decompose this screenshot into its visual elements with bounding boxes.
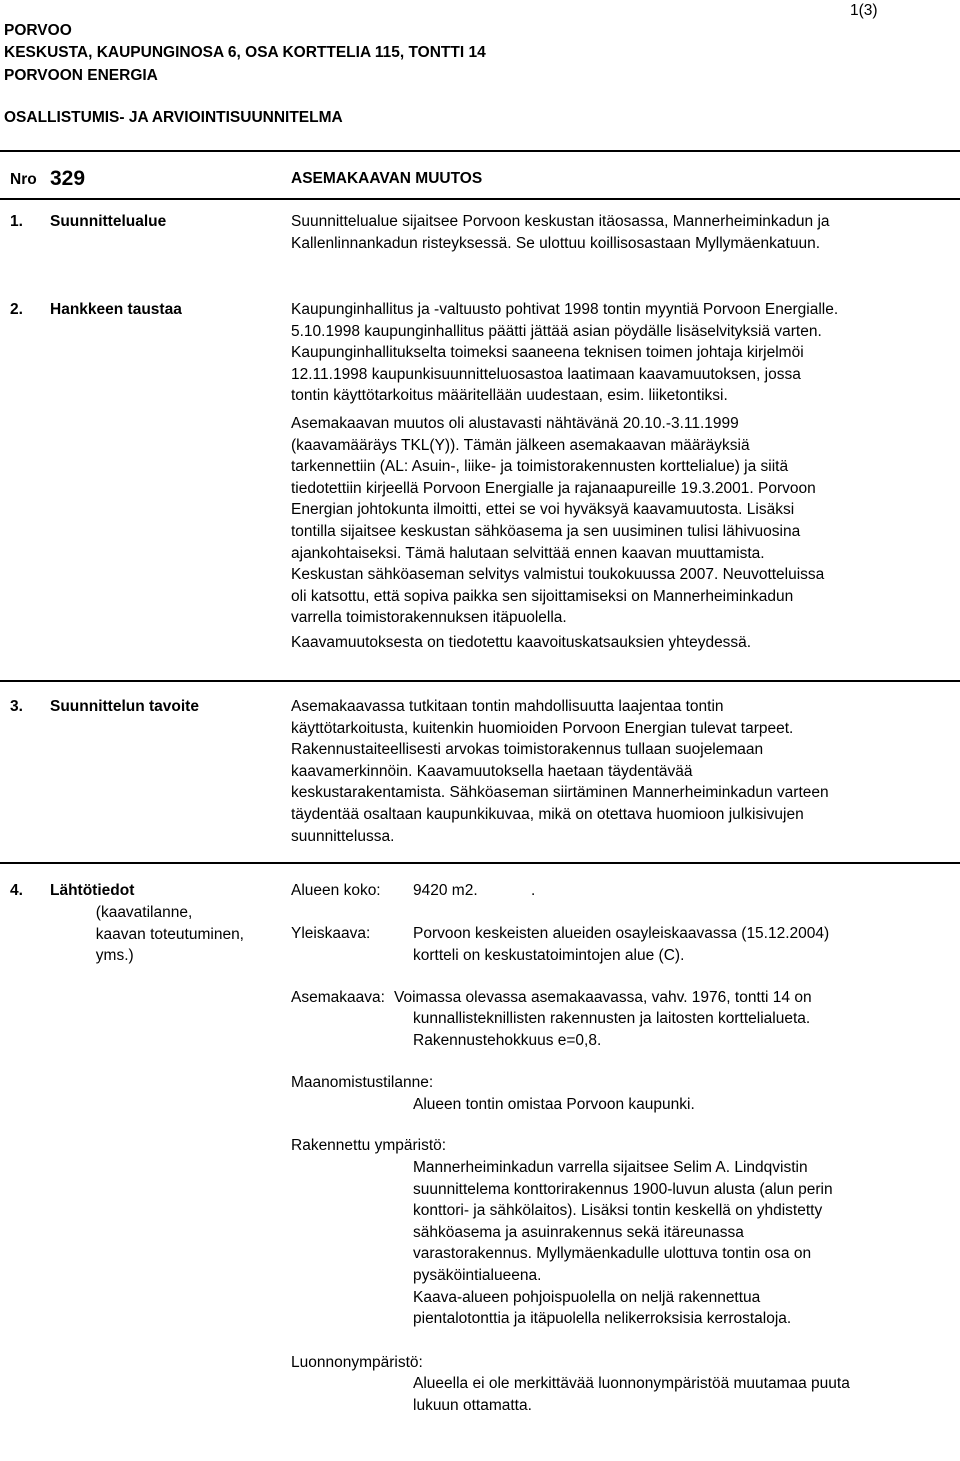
- asemakaava-text: [413, 1008, 810, 1051]
- text-line: Porvoon keskeisten alueiden osayleiskaavassa (15.12.2004): [413, 925, 830, 942]
- text-line: lukuun ottamatta.: [413, 1396, 532, 1414]
- document-title: OSALLISTUMIS- JA ARVIOINTISUUNNITELMA: [4, 109, 343, 126]
- divider-section-2: [0, 680, 960, 682]
- text-line: Kaupunginhallitukselta toimeksi saaneena teknisen toimen johtaja kirjelmöi: [291, 344, 804, 362]
- text-line: Asemakaavan muutos oli alustavasti nähtävänä 20.10.-3.11.1999: [291, 415, 739, 432]
- header-line-3: PORVOON ENERGIA: [4, 67, 158, 84]
- section-2-number: 2.: [10, 301, 23, 318]
- page-number: 1(3): [850, 2, 878, 19]
- section-1-title: Suunnittelualue: [50, 213, 167, 230]
- text-line: kortteli on keskustatoimintojen alue (C).: [413, 946, 685, 964]
- luonnonymparisto-label: Luonnonympäristö:: [291, 1354, 423, 1371]
- text-line: Kallenlinnankadun risteyksessä. Se ulottuu koillisosastaan Myllymäenkatuun.: [291, 234, 821, 252]
- text-line: tontin käyttötarkoitus määritellään uudestaan, esim. liiketontiksi.: [291, 387, 728, 405]
- text-line: ajankohtaiseksi. Tämä halutaan selvittää ennen kaavan muuttamista.: [291, 544, 765, 562]
- nro-heading: ASEMAKAAVAN MUUTOS: [291, 170, 483, 187]
- section-2-title: Hankkeen taustaa: [50, 301, 182, 318]
- area-dot: .: [531, 882, 536, 899]
- text-line: pysäköintialueena.: [413, 1266, 542, 1284]
- section-2-para-1: [291, 299, 838, 407]
- text-line: pientalotonttia ja itäpuolella nelikerroksisia kerrostaloja.: [413, 1310, 792, 1328]
- section-3-text: [291, 696, 829, 847]
- subtitle-line: yms.): [95, 947, 134, 965]
- text-line: oli katsottu, että sopiva paikka sen sijoittamiseksi on Mannerheiminkadun: [291, 587, 794, 605]
- subtitle-line: kaavan toteutuminen,: [95, 925, 244, 943]
- yleiskaava-label: Yleiskaava:: [291, 925, 371, 942]
- asemakaava-label: Asemakaava:: [291, 989, 385, 1006]
- header-line-2: KESKUSTA, KAUPUNGINOSA 6, OSA KORTTELIA 115, TONTTI 14: [4, 44, 486, 61]
- nro-label: Nro: [10, 171, 37, 188]
- section-4-number: 4.: [10, 882, 23, 899]
- text-line: konttori- ja sähkölaitos). Lisäksi tontin keskellä on yhdistetty: [413, 1202, 823, 1220]
- text-line: kaavamerkinnöin. Kaavamuutoksella haetaan täydentävää: [291, 762, 693, 780]
- maanomistus-text: Alueen tontin omistaa Porvoon kaupunki.: [413, 1096, 695, 1113]
- section-4-subtitle: [96, 902, 244, 967]
- text-line: suunnittelema konttorirakennus 1900-luvun alusta (alun perin: [413, 1180, 833, 1198]
- text-line: varastorakennus. Myllymäenkadulle ulottuva tontin osa on: [413, 1245, 812, 1263]
- text-line: Asemakaavassa tutkitaan tontin mahdollisuutta laajentaa tontin: [291, 698, 724, 715]
- section-1-number: 1.: [10, 213, 23, 230]
- subtitle-line: (kaavatilanne,: [95, 904, 193, 921]
- text-line: tiedotettiin kirjeellä Porvoon Energialle ja rajanaapureille 19.3.2001. Porvoon: [291, 479, 816, 497]
- text-line: tarkennettiin (AL: Asuin-, liike- ja toimistorakennusten korttelialue) ja siitä: [291, 458, 789, 476]
- area-value: 9420 m2.: [413, 882, 478, 899]
- text-line: Mannerheiminkadun varrella sijaitsee Selim A. Lindqvistin: [413, 1159, 808, 1176]
- text-line: Rakennustehokkuus e=0,8.: [413, 1031, 602, 1049]
- section-4-title: Lähtötiedot: [50, 882, 135, 899]
- section-3-title: Suunnittelun tavoite: [50, 698, 199, 715]
- text-line: täydentää osaltaan kaupunkikuvaa, mikä on otettava huomioon julkisivujen: [291, 805, 804, 823]
- text-line: kunnallisteknillisten rakennusten ja laitosten korttelialueta.: [413, 1010, 811, 1027]
- divider-top: [0, 150, 960, 152]
- text-line: 5.10.1998 kaupunginhallitus päätti jättää asian pöydälle lisäselvityksiä varten.: [291, 322, 822, 340]
- header-line-1: PORVOO: [4, 22, 72, 39]
- text-line: (kaavamääräys TKL(Y)). Tämän jälkeen asemakaavan määräyksiä: [291, 436, 750, 454]
- text-line: suunnittelussa.: [291, 827, 395, 845]
- text-line: Energian johtokunta ilmoitti, ettei se voi hyväksyä kaavamuutosta. Lisäksi: [291, 501, 795, 519]
- text-line: sähköasema ja asuinrakennus sekä itäreunassa: [413, 1223, 744, 1241]
- text-line: varrella toimistorakennuksen itäpuolella.: [291, 609, 567, 627]
- yleiskaava-text: [413, 923, 829, 966]
- text-line: 12.11.1998 kaupunkisuunnitteluosastoa laatimaan kaavamuutoksen, jossa: [291, 365, 801, 383]
- maanomistus-label: Maanomistustilanne:: [291, 1074, 434, 1091]
- luonnonymparisto-text: [413, 1373, 850, 1416]
- section-3-number: 3.: [10, 698, 23, 715]
- text-line: Rakennustaiteellisesti arvokas toimistorakennus tullaan suojelemaan: [291, 741, 764, 759]
- text-line: tontilla sijaitsee keskustan sähköasema ja sen uusiminen tulisi lähivuosina: [291, 522, 801, 540]
- divider-nro: [0, 198, 960, 200]
- asemakaava-first-line: Voimassa olevassa asemakaavassa, vahv. 1976, tontti 14 on: [394, 989, 812, 1006]
- text-line: käyttötarkoitusta, kuitenkin huomioiden Porvoon Energian tulevat tarpeet.: [291, 719, 794, 737]
- text-line: Alueella ei ole merkittävää luonnonympäristöä muutamaa puuta: [413, 1375, 850, 1392]
- text-line: Suunnittelualue sijaitsee Porvoon keskustan itäosassa, Mannerheiminkadun ja: [291, 213, 830, 230]
- section-2-para-2: [291, 413, 824, 629]
- divider-section-3: [0, 862, 960, 864]
- text-line: Kaava-alueen pohjoispuolella on neljä rakennettua: [413, 1288, 761, 1306]
- text-line: Keskustan sähköaseman selvitys valmistui toukokuussa 2007. Neuvotteluissa: [291, 566, 825, 584]
- section-1-text: [291, 211, 830, 254]
- text-line: keskustarakentamista. Sähköaseman siirtäminen Mannerheiminkadun varteen: [291, 784, 829, 802]
- rakennettu-label: Rakennettu ympäristö:: [291, 1137, 447, 1154]
- nro-number: 329: [50, 167, 86, 190]
- area-label: Alueen koko:: [291, 882, 381, 899]
- section-2-para-3: Kaavamuutoksesta on tiedotettu kaavoituskatsauksien yhteydessä.: [291, 634, 752, 651]
- text-line: Kaupunginhallitus ja -valtuusto pohtivat 1998 tontin myyntiä Porvoon Energialle.: [291, 301, 839, 318]
- rakennettu-text: [413, 1157, 833, 1330]
